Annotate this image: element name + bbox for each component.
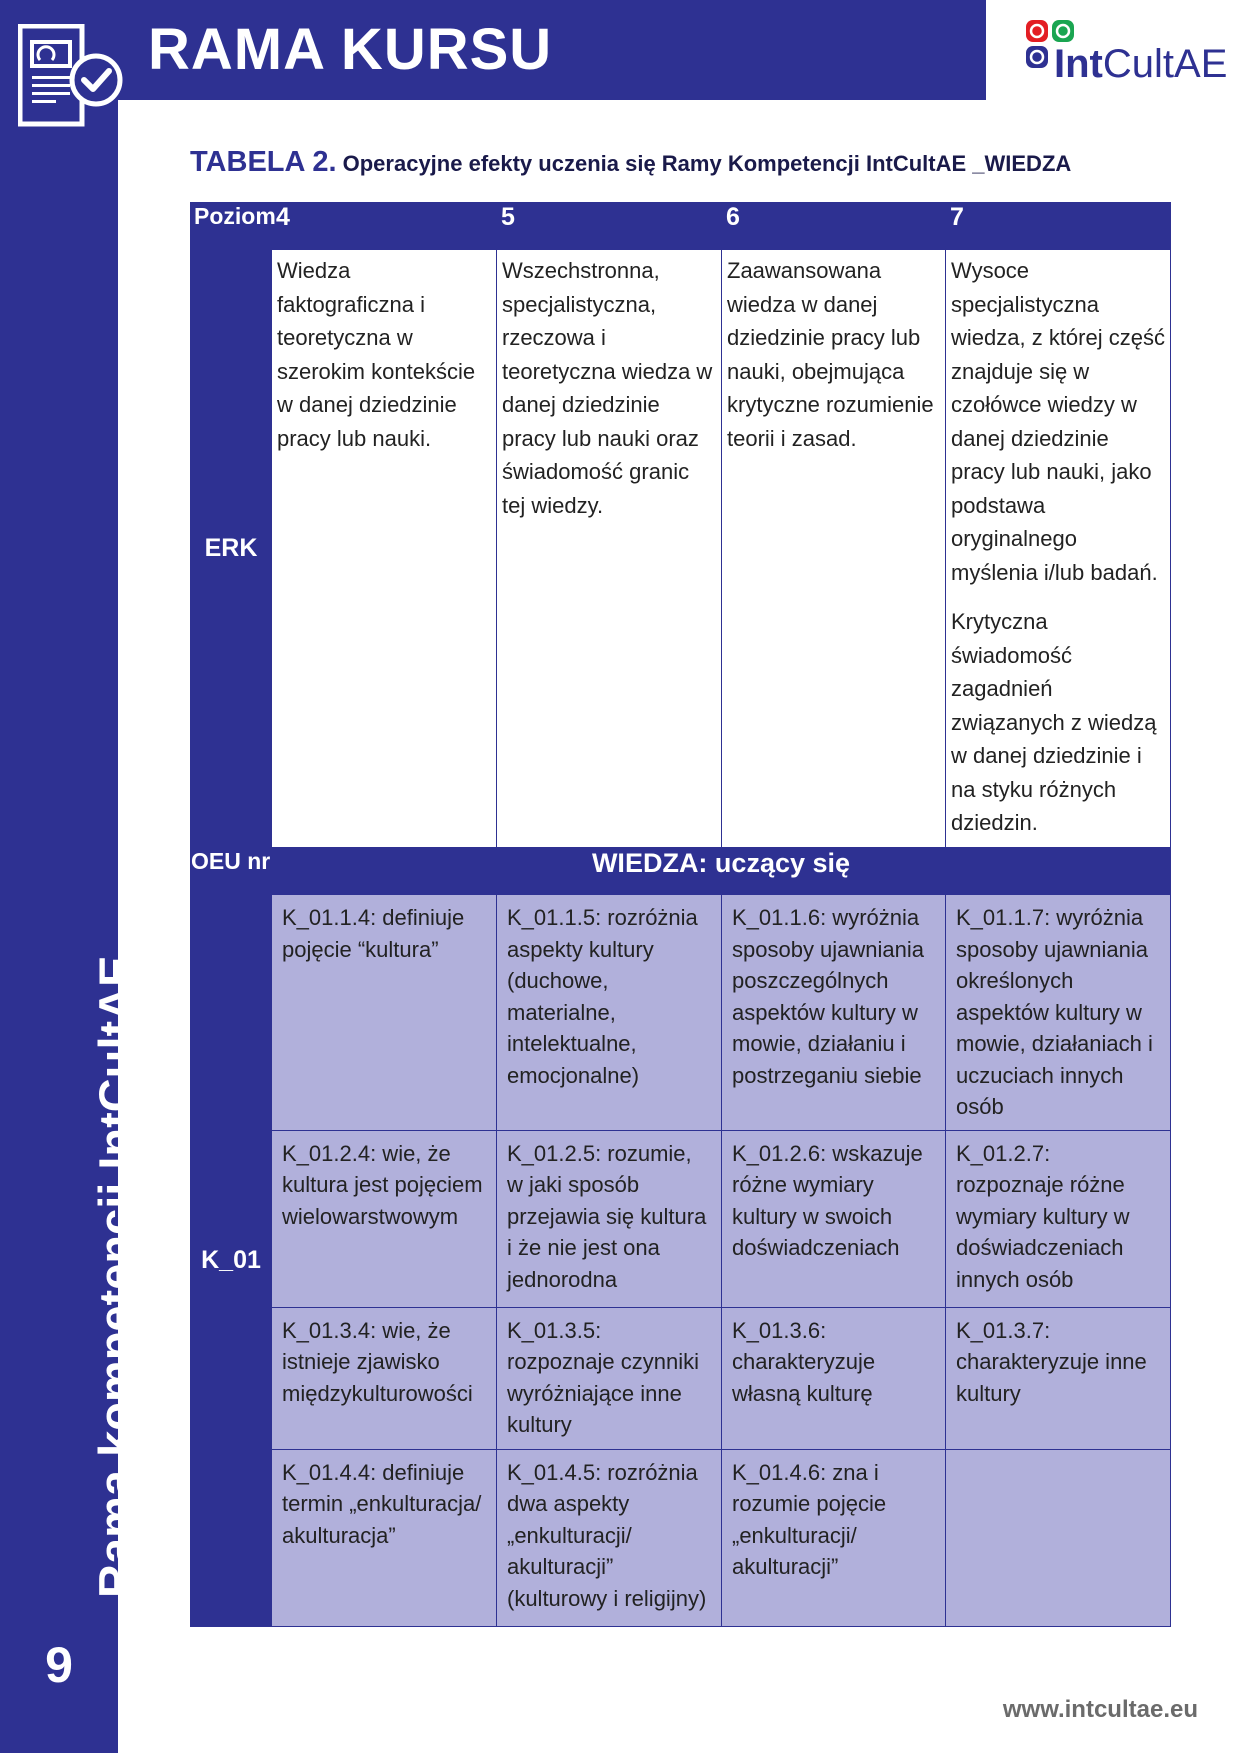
- erk-level-7: [946, 250, 1171, 848]
- outcome-cell: K_01.1.7: wyróżnia sposoby ujawniania określonych aspektów kultury w mowie, działaniach i uczuciach innych osób: [946, 895, 1171, 1131]
- outcome-cell: K_01.1.6: wyróżnia sposoby ujawniania poszczególnych aspektów kultury w mowie, działaniu i postrzeganiu siebie: [722, 895, 946, 1131]
- group-label: K_01: [191, 895, 272, 1627]
- sidebar-vertical-title: Rama kompetencji IntCultAE: [89, 955, 142, 1598]
- erk-text: Wysoce specjalistyczna wiedza, z której część znajduje się w czołówce wiedzy w danej dziedzinie pracy lub nauki, jako podstawa oryginalnego myślenia i/lub badań.: [951, 258, 1165, 585]
- erk-text: Wszechstronna, specjalistyczna, rzeczowa i teoretyczna wiedza w danej dziedzinie pracy lub nauki oraz świadomość granic tej wiedzy.: [502, 258, 713, 518]
- header-level-4: 4: [272, 203, 497, 250]
- header-level-5: 5: [497, 203, 722, 250]
- outcome-cell: K_01.3.5: rozpoznaje czynniki wyróżniające inne kultury: [497, 1307, 722, 1449]
- logo-text-light: CultAE: [1102, 42, 1228, 86]
- outcome-cell: K_01.4.5: rozróżnia dwa aspekty „enkulturacji/ akulturacji” (kulturowy i religijny): [497, 1449, 722, 1626]
- erk-row: [191, 250, 1171, 848]
- section-title: WIEDZA: uczący się: [272, 848, 1171, 895]
- table-row: [191, 895, 1171, 1131]
- table-caption-lead: TABELA 2.: [190, 146, 337, 178]
- outcome-cell: K_01.2.6: wskazuje różne wymiary kultury w swoich doświadczeniach: [722, 1130, 946, 1307]
- outcome-cell: K_01.2.4: wie, że kultura jest pojęciem wielowarstwowym: [272, 1130, 497, 1307]
- outcome-cell: K_01.3.6: charakteryzuje własną kulturę: [722, 1307, 946, 1449]
- footer-url: www.intcultae.eu: [1002, 1696, 1198, 1723]
- logo-wordmark: [1026, 44, 1227, 84]
- erk-level-6: [722, 250, 946, 848]
- erk-text-second: Krytyczna świadomość zagadnień związanych z wiedzą w danej dziedzinie i na styku różnych dziedzin.: [951, 609, 1157, 835]
- erk-text: Zaawansowana wiedza w danej dziedzinie pracy lub nauki, obejmująca krytyczne rozumienie teorii i zasad.: [727, 258, 934, 451]
- outcome-cell: K_01.1.5: rozróżnia aspekty kultury (duchowe, materialne, intelektualne, emocjonalne): [497, 895, 722, 1131]
- outcome-cell: K_01.3.7: charakteryzuje inne kultury: [946, 1307, 1171, 1449]
- header-level-7: 7: [946, 203, 1171, 250]
- outcome-cell-empty: [946, 1449, 1171, 1626]
- table-caption: [190, 148, 1071, 177]
- page-title: RAMA KURSU: [148, 17, 553, 82]
- table-header-row: [191, 203, 1171, 250]
- outcome-cell: K_01.1.4: definiuje pojęcie “kultura”: [272, 895, 497, 1131]
- page-number: 9: [45, 1637, 73, 1693]
- logo-text-bold: Int: [1054, 42, 1103, 86]
- oeu-label: OEU nr: [191, 848, 272, 895]
- document-check-icon: [18, 24, 124, 130]
- outcome-cell: K_01.2.7: rozpoznaje różne wymiary kultury w doświadczeniach innych osób: [946, 1130, 1171, 1307]
- outcome-cell: K_01.2.5: rozumie, w jaki sposób przejawia się kultura i że nie jest ona jednorodna: [497, 1130, 722, 1307]
- header-level-6: 6: [722, 203, 946, 250]
- outcome-cell: K_01.4.6: zna i rozumie pojęcie „enkulturacji/ akulturacji”: [722, 1449, 946, 1626]
- erk-label: ERK: [191, 250, 272, 848]
- competency-table: [190, 202, 1171, 1627]
- section-header-row: [191, 848, 1171, 895]
- erk-level-5: [497, 250, 722, 848]
- outcome-cell: K_01.3.4: wie, że istnieje zjawisko międzykulturowości: [272, 1307, 497, 1449]
- table-row: [191, 1449, 1171, 1626]
- erk-level-4: [272, 250, 497, 848]
- table-row: [191, 1307, 1171, 1449]
- table-caption-text: Operacyjne efekty uczenia się Ramy Kompetencji IntCultAE _WIEDZA: [342, 151, 1072, 176]
- outcome-cell: K_01.4.4: definiuje termin „enkulturacja/ akulturacja”: [272, 1449, 497, 1626]
- header-level-label: Poziom: [191, 203, 272, 250]
- erk-text: Wiedza faktograficzna i teoretyczna w szerokim kontekście w danej dziedzinie pracy lub nauki.: [277, 258, 476, 451]
- table-row: [191, 1130, 1171, 1307]
